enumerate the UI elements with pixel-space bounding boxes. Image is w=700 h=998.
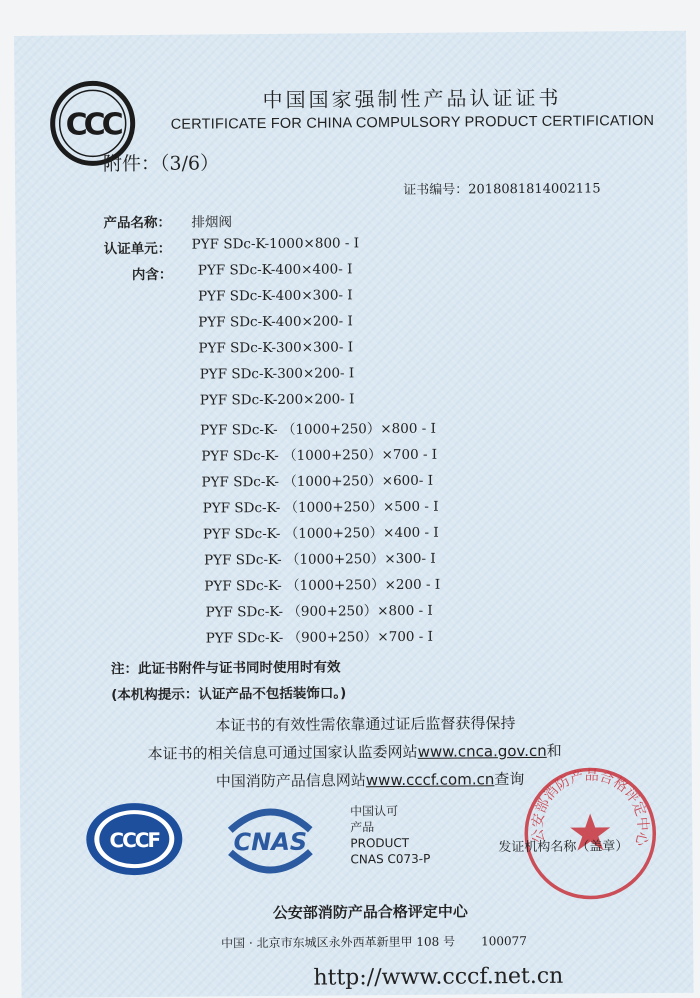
model-item: PYF SDc-K-300×200- I: [199, 365, 355, 383]
model-item: PYF SDc-K- （1000+250）×700 - I: [201, 446, 438, 465]
validity-line-2-suffix: 和: [546, 741, 562, 760]
validity-note: 注：此证书附件与证书同时使用时有效: [110, 659, 341, 678]
svg-text:CNAS: CNAS: [233, 827, 308, 857]
product-name: 排烟阀: [191, 214, 233, 231]
cnas-accreditation: [350, 803, 430, 868]
cert-unit: PYF SDc-K-1000×800 - I: [191, 235, 360, 253]
issuing-center: 公安部消防产品合格评定中心: [272, 902, 468, 922]
model-item: PYF SDc-K- （900+250）×700 - I: [205, 628, 434, 647]
svg-text:CCC: CCC: [65, 107, 120, 143]
cnas-line-2: 产品: [350, 820, 375, 835]
model-item: PYF SDc-K-300×300- I: [198, 339, 354, 357]
model-item: PYF SDc-K- （1000+250）×500 - I: [202, 498, 439, 517]
svg-text:公安部消防产品合格评定中心: 公安部消防产品合格评定中心: [529, 767, 651, 848]
model-item: PYF SDc-K- （1000+250）×400 - I: [202, 524, 439, 543]
certificate-number-label: 证书编号：: [403, 182, 469, 198]
svg-text:CCCF: CCCF: [109, 827, 160, 853]
official-seal: [520, 763, 661, 904]
model-item: PYF SDc-K-400×200- I: [198, 313, 353, 331]
address-text: 中国 · 北京市东城区永外西革新里甲 108 号: [221, 934, 456, 951]
contains-label: 内含：: [131, 266, 173, 284]
cert-unit-label: 认证单元：: [103, 240, 172, 258]
product-name-label: 产品名称：: [103, 214, 172, 232]
cnas-logo: [216, 800, 325, 881]
cccf-link[interactable]: www.cccf.com.cn: [365, 770, 495, 790]
model-item: PYF SDc-K-400×400- I: [197, 261, 353, 279]
cnca-link[interactable]: www.cnca.gov.cn: [417, 741, 547, 761]
model-item: PYF SDc-K- （1000+250）×800 - I: [200, 420, 436, 439]
title-chinese: 中国国家强制性产品认证证书: [262, 85, 562, 113]
certificate-number-value: 2018081814002115: [468, 181, 601, 198]
validity-line-2: [148, 740, 562, 764]
validity-line-3: [216, 768, 525, 791]
model-item: PYF SDc-K- （900+250）×800 - I: [205, 602, 433, 621]
validity-line-1: 本证书的有效性需依靠通过证后监督获得保持: [215, 714, 516, 735]
model-item: PYF SDc-K- （1000+250）×200 - I: [204, 576, 441, 595]
cnas-line-3: PRODUCT: [350, 835, 410, 851]
cnas-line-1: 中国认可: [350, 804, 399, 819]
issuer-label: 发证机构名称（盖章）: [498, 839, 629, 856]
footer-url[interactable]: http://www.cccf.net.cn: [313, 963, 564, 991]
validity-line-3-text: 中国消防产品信息网站: [215, 771, 366, 791]
title-english: CERTIFICATE FOR CHINA COMPULSORY PRODUCT CERTIFICATION: [170, 112, 655, 133]
model-item: PYF SDc-K-200×200- I: [199, 391, 355, 409]
certificate-number: [403, 177, 601, 198]
validity-line-3-suffix: 查询: [494, 770, 525, 789]
cnas-line-4: CNAS C073-P: [350, 851, 431, 867]
certificate-sheet: [14, 31, 694, 998]
postcode: 100077: [481, 933, 527, 949]
validity-line-2-text: 本证书的相关信息可通过国家认监委网站: [147, 742, 418, 763]
model-item: PYF SDc-K-400×300- I: [197, 287, 353, 305]
model-item: PYF SDc-K- （1000+250）×300- I: [204, 550, 436, 569]
attachment-index: 附件：（3/6）: [102, 152, 220, 176]
agency-hint: (本机构提示：认证产品不包括装饰口。): [111, 685, 347, 704]
address: [221, 932, 527, 951]
model-item: PYF SDc-K- （1000+250）×600- I: [201, 472, 434, 491]
cccf-logo: [84, 801, 185, 878]
